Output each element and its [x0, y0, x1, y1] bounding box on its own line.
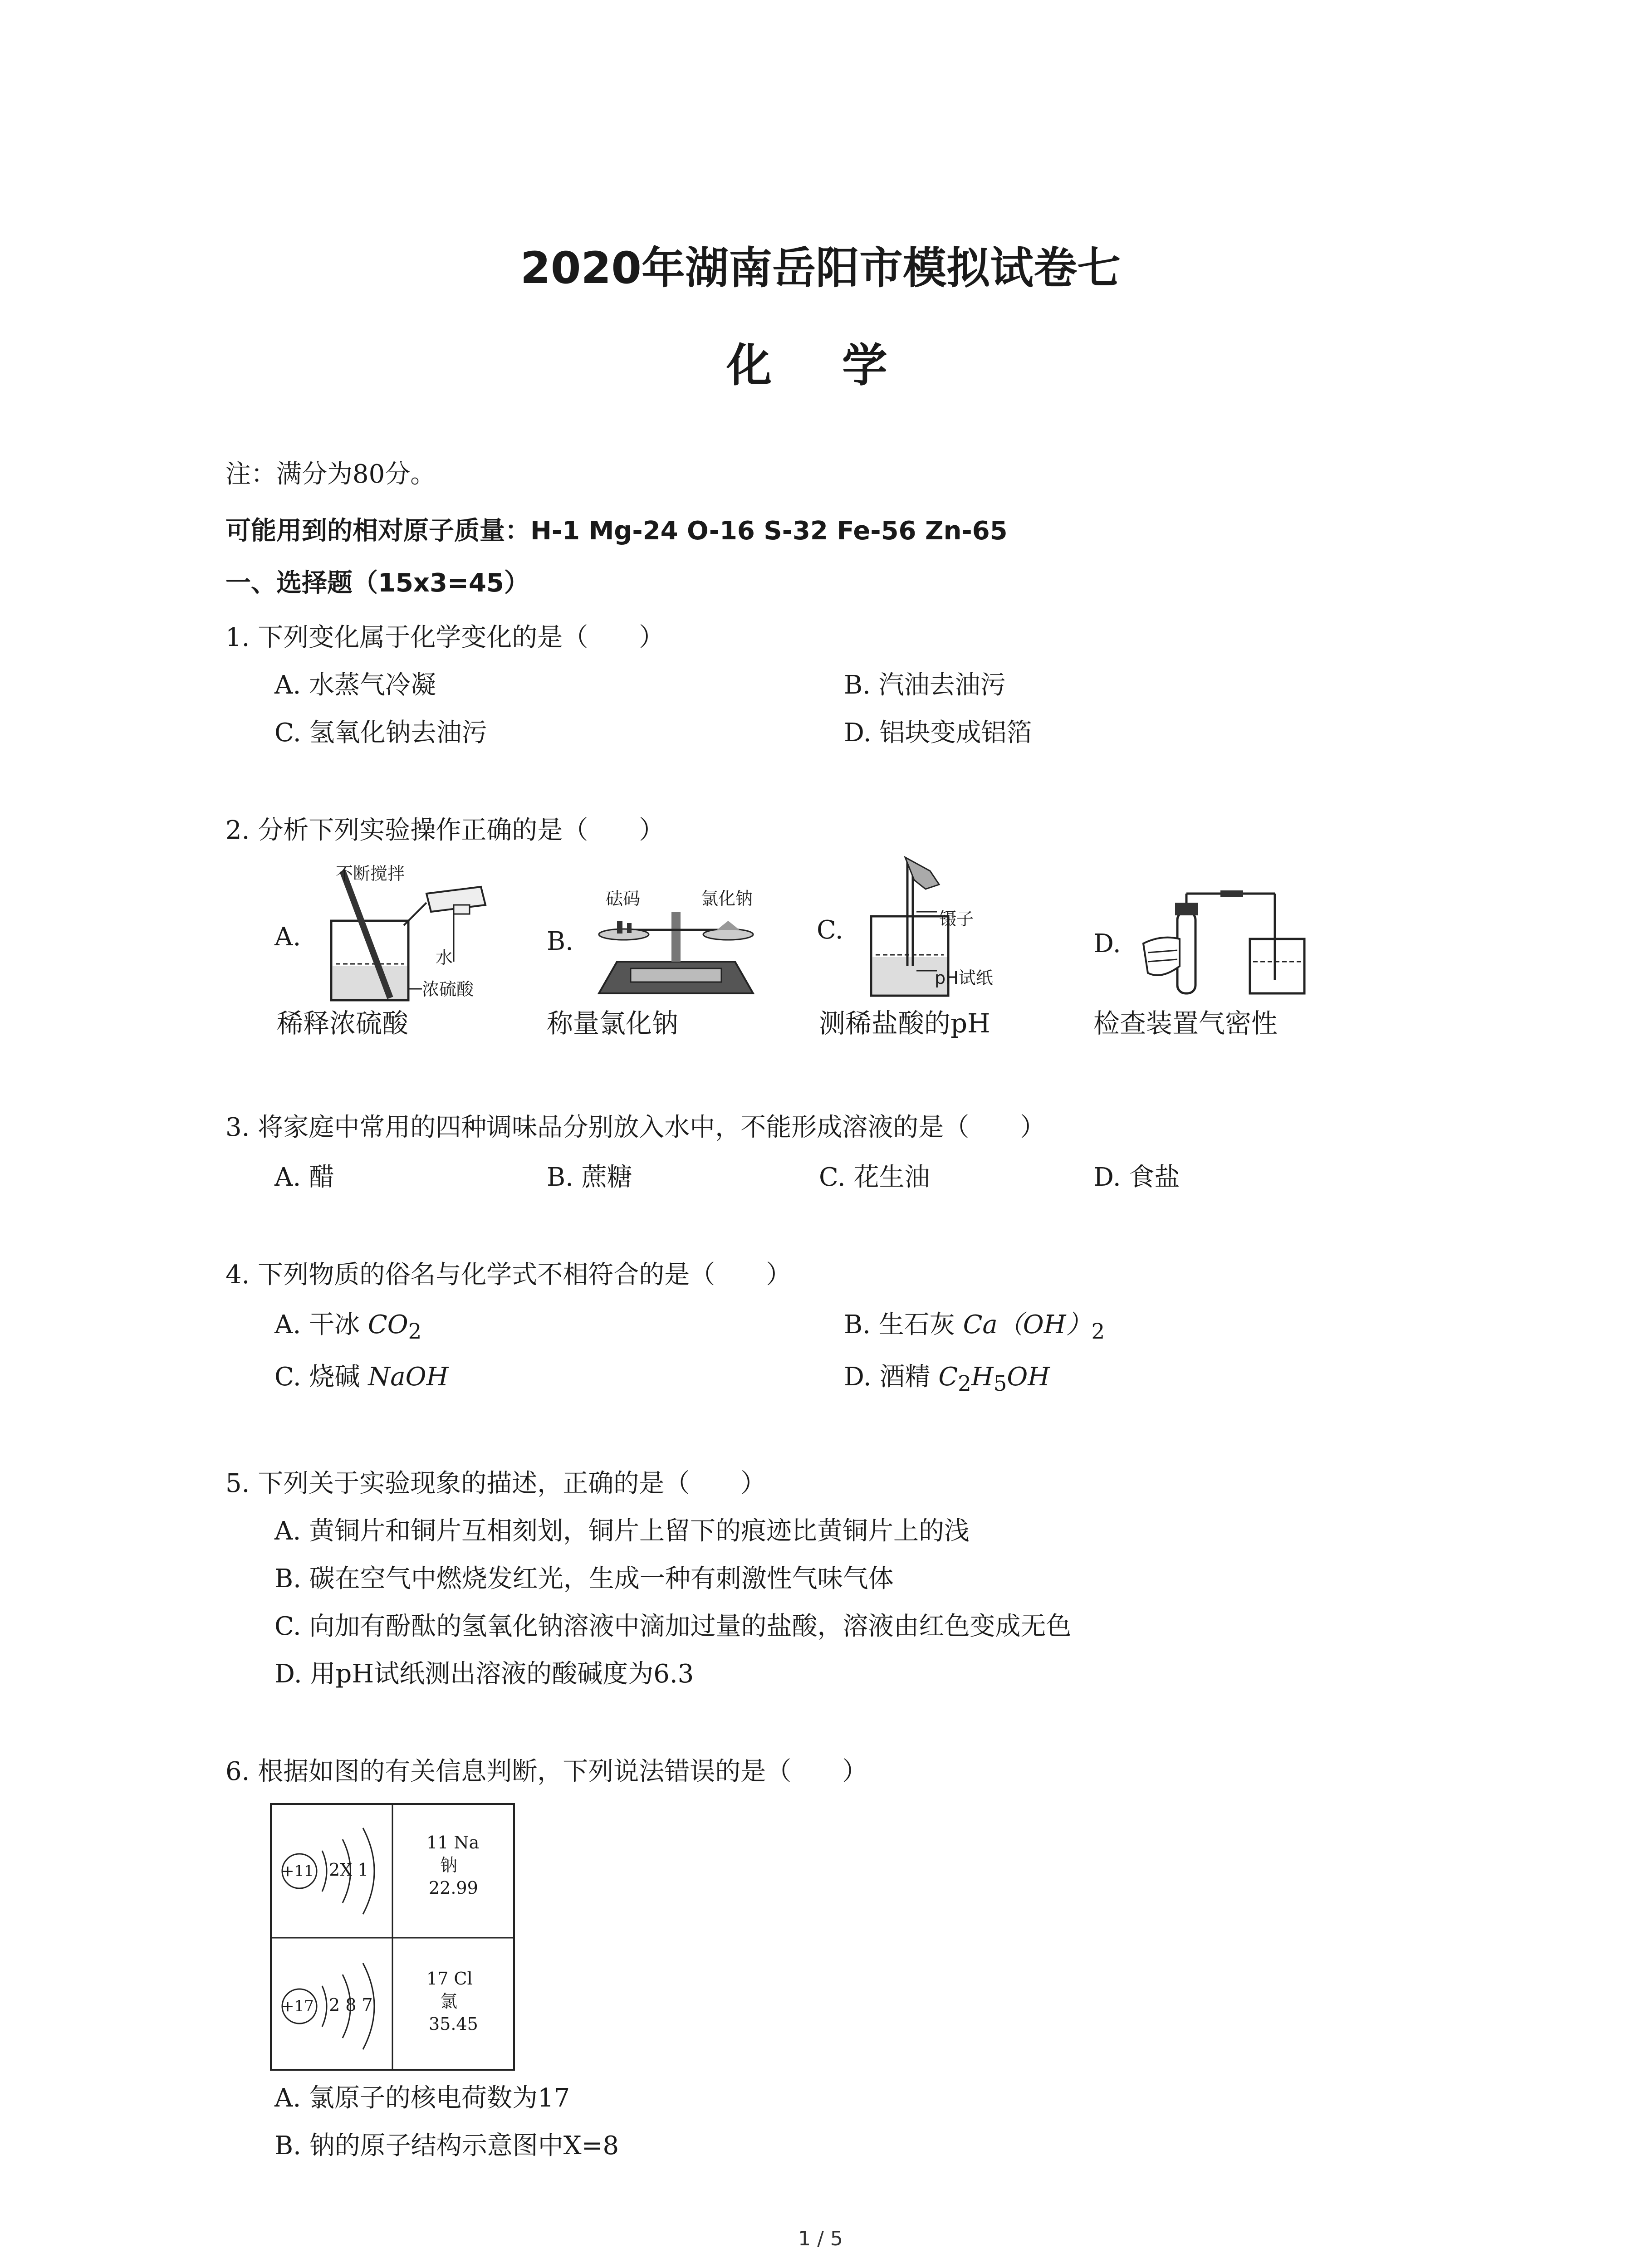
q4-a-text: A. 干冰 — [274, 1310, 368, 1339]
page-number: 1 / 5 — [798, 2227, 843, 2250]
q4-d-s1: 2 — [958, 1372, 971, 1397]
q3-stem: 3. 将家庭中常用的四种调味品分别放入水中，不能形成溶液的是（ ） — [225, 1113, 1046, 1142]
q1-option-a: A. 水蒸气冷凝 — [274, 670, 436, 700]
q3-option-a: A. 醋 — [274, 1163, 335, 1192]
q6-option-b: B. 钠的原子结构示意图中X=8 — [274, 2131, 619, 2160]
q6-stem: 6. 根据如图的有关信息判断，下列说法错误的是（ ） — [225, 1757, 868, 1786]
q1-option-c: C. 氢氧化钠去油污 — [274, 718, 487, 748]
atomic-mass-note: 可能用到的相对原子质量：H-1 Mg-24 O-16 S-32 Fe-56 Zn-65 — [225, 516, 1008, 546]
cl-name: 氯 — [440, 1991, 458, 2011]
q4-option-a — [274, 1309, 421, 1348]
cl-electron-shells: 2 8 7 — [329, 1995, 373, 2015]
q1-stem: 1. 下列变化属于化学变化的是（ ） — [225, 623, 665, 652]
q4-d-f3: OH — [1007, 1362, 1050, 1392]
na-atomic-mass: 22.99 — [429, 1878, 478, 1898]
q2-b-letter: B. — [547, 927, 573, 956]
q4-option-b — [844, 1309, 1105, 1348]
full-score-note: 注：满分为80分。 — [225, 459, 436, 489]
na-electron-shells: 2X 1 — [329, 1860, 369, 1880]
q5-option-a: A. 黄铜片和铜片互相刻划，铜片上留下的痕迹比黄铜片上的浅 — [274, 1516, 970, 1546]
q2-b-label-nacl: 氯化钠 — [701, 889, 753, 909]
na-name: 钠 — [440, 1855, 458, 1875]
q4-d-text: D. 酒精 — [844, 1362, 939, 1392]
airtightness-figure — [1134, 889, 1325, 1002]
q2-b-caption: 称量氯化钠 — [547, 1008, 679, 1039]
q3-option-c: C. 花生油 — [819, 1163, 930, 1192]
q4-c-text: C. 烧碱 — [274, 1362, 368, 1392]
q2-b-label-weights: 砝码 — [606, 889, 641, 909]
q2-a-label-water: 水 — [436, 948, 453, 968]
q2-a-caption: 稀释浓硫酸 — [277, 1008, 409, 1039]
q2-c-letter: C. — [817, 915, 843, 945]
q5-option-b: B. 碳在空气中燃烧发红光，生成一种有刺激性气味气体 — [274, 1564, 894, 1593]
q5-option-c: C. 向加有酚酞的氢氧化钠溶液中滴加过量的盐酸，溶液由红色变成无色 — [274, 1612, 1072, 1641]
q4-option-c — [274, 1361, 448, 1393]
q4-d-f2: H — [971, 1362, 994, 1392]
q2-c-label-ph: pH试纸 — [935, 968, 993, 988]
q6-option-a: A. 氯原子的核电荷数为17 — [274, 2083, 570, 2113]
q3-option-b: B. 蔗糖 — [547, 1163, 632, 1192]
q4-a-sub: 2 — [408, 1320, 422, 1344]
page-title: 2020年湖南岳阳市模拟试卷七 — [520, 243, 1121, 293]
q4-b-formula: Ca（OH） — [963, 1310, 1092, 1339]
q4-option-d — [844, 1361, 1050, 1400]
q2-a-letter: A. — [274, 922, 301, 952]
q4-stem: 4. 下列物质的俗名与化学式不相符合的是（ ） — [225, 1260, 792, 1290]
q4-b-sub: 2 — [1091, 1320, 1105, 1344]
q2-c-caption: 测稀盐酸的pH — [819, 1008, 990, 1039]
cl-atomic-mass: 35.45 — [429, 2014, 478, 2034]
section-title: 一、选择题（15x3=45） — [225, 568, 529, 598]
q4-d-s2: 5 — [993, 1372, 1007, 1397]
q3-option-d: D. 食盐 — [1093, 1163, 1180, 1192]
na-nucleus-charge: +11 — [281, 1862, 314, 1880]
q2-a-label-acid: 浓硫酸 — [422, 979, 474, 999]
q1-option-d: D. 铝块变成铝箔 — [844, 718, 1032, 748]
q4-c-formula: NaOH — [368, 1362, 449, 1392]
q2-c-label-tweezers: 镊子 — [939, 909, 974, 929]
q2-a-label-stir: 不断搅拌 — [336, 864, 405, 884]
q5-stem: 5. 下列关于实验现象的描述，正确的是（ ） — [225, 1469, 766, 1498]
q2-d-letter: D. — [1093, 929, 1121, 958]
q5-option-d: D. 用pH试纸测出溶液的酸碱度为6.3 — [274, 1659, 694, 1689]
cl-nucleus-charge: +17 — [281, 1997, 314, 2015]
subject-title: 化 学 — [726, 339, 915, 392]
q4-d-f1: C — [938, 1362, 958, 1392]
q2-d-caption: 检查装置气密性 — [1093, 1008, 1278, 1039]
q2-stem: 2. 分析下列实验操作正确的是（ ） — [225, 816, 665, 845]
q4-a-formula: CO — [367, 1310, 408, 1339]
q4-b-text: B. 生石灰 — [844, 1310, 963, 1339]
q1-option-b: B. 汽油去油污 — [844, 670, 1006, 700]
cl-number-symbol: 17 Cl — [426, 1969, 473, 1989]
na-number-symbol: 11 Na — [426, 1833, 480, 1853]
